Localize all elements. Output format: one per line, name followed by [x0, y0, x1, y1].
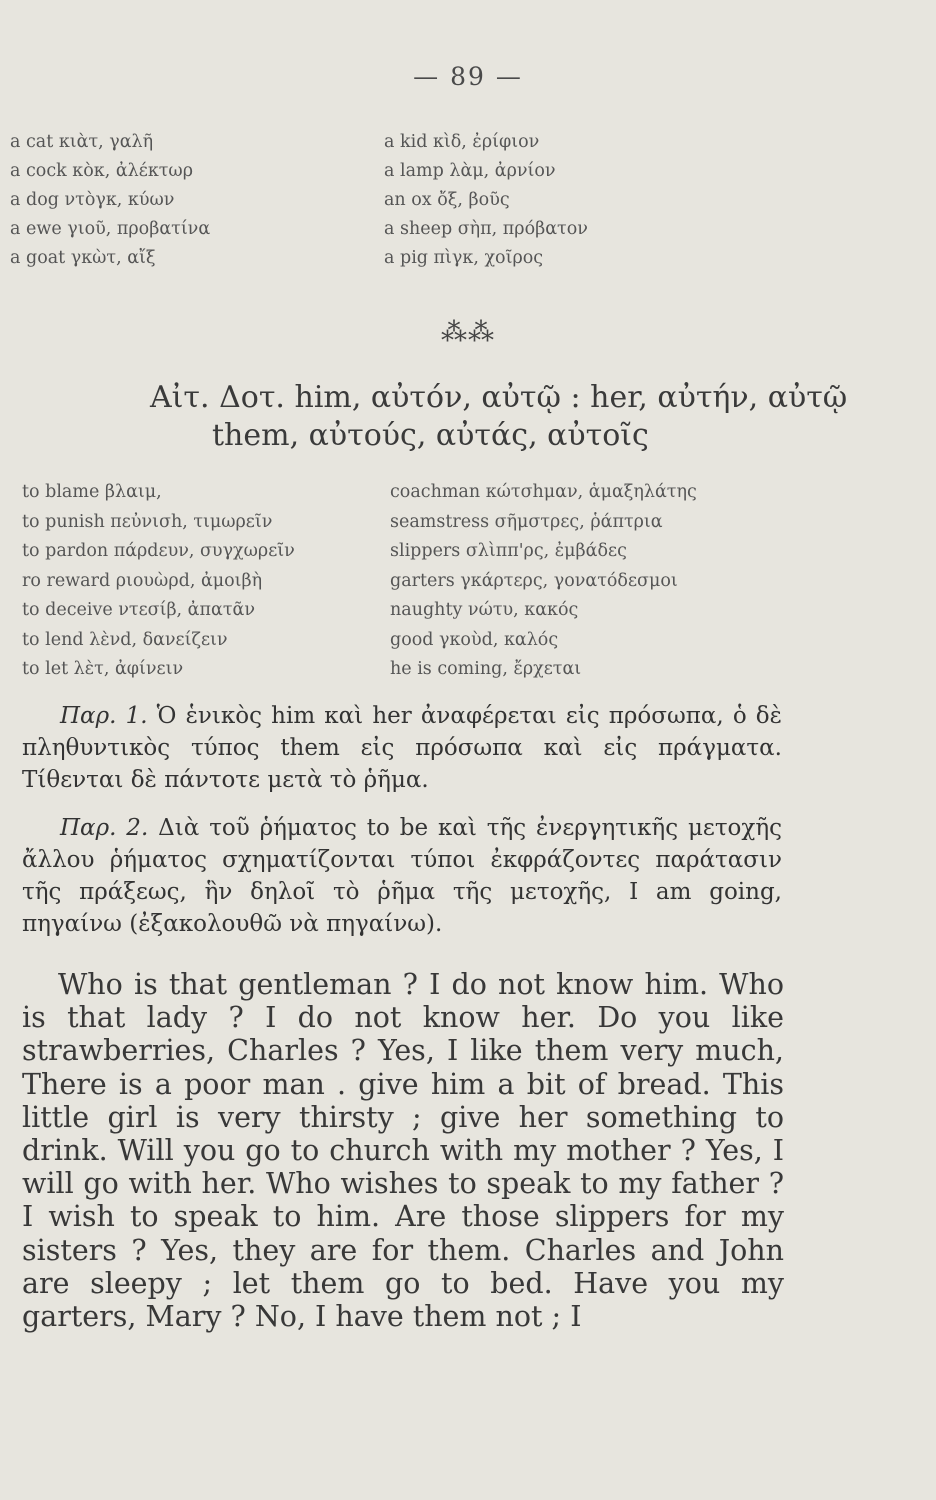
- noun-vocab-list: [390, 478, 697, 685]
- vocab-entry: garters γκάρτερς, γονατόδεσμοι: [390, 570, 678, 591]
- vocab-entry: a sheep σὴπ, πρόβατον: [384, 219, 588, 239]
- grammar-rule-2: [22, 812, 782, 940]
- exercise-text: Who is that gentleman ? I do not know him. Who is that lady ? I do not know her. Do you like strawberries, Charles ? Yes, I like them very much, There is a poor man . give him a bit of bread. This little girl is very thirsty ; give her something to drink. Will you go to church with my mother ? Yes, I will go with her. Who wishes to speak to my father ? I wish to speak to him. Are those slippers for my sisters ? Yes, they are for them. Charles and John are sleepy ; let them go to bed. Have you my garters, Mary ? No, I have them not ; I: [22, 968, 784, 1334]
- vocab-entry: a ewe γιοῦ, προβατίνα: [10, 219, 211, 239]
- vocab-entry: a kid κὶδ, ἐρίφιον: [384, 132, 540, 152]
- vocab-entry: a dog ντὸγκ, κύων: [10, 190, 175, 210]
- vocab-entry: slippers σλὶππ'ρς, ἐμβάδες: [390, 541, 627, 561]
- vocab-entry: good γκοὺd, καλός: [390, 629, 559, 650]
- animal-vocab-left: [10, 128, 210, 273]
- rule-label: Παρ. 2.: [60, 815, 149, 841]
- rule-label: Παρ. 1.: [60, 703, 148, 729]
- vocab-entry: a cat κιὰτ, γαλῆ: [10, 132, 154, 152]
- vocab-entry: seamstress σῆμστρες, ῥάπτρια: [390, 511, 663, 532]
- vocab-entry: to punish πεὐνισh, τιμωρεῖν: [22, 511, 273, 532]
- vocab-entry: to pardon πάρdευν, συγχωρεῖν: [22, 541, 295, 561]
- vocab-entry: he is coming, ἔρχεται: [390, 659, 582, 679]
- vocab-entry: to let λὲτ, ἀφίνειν: [22, 659, 184, 679]
- animal-vocab-right: [384, 128, 588, 273]
- grammar-rule-1: [22, 700, 782, 796]
- vocab-entry: a goat γκὼτ, αἴξ: [10, 248, 156, 268]
- lesson-heading-line2: them, αὐτούς, αὐτάς, αὐτοῖς: [212, 418, 649, 453]
- vocab-entry: to lend λὲνd, δανείζειν: [22, 629, 228, 650]
- vocab-entry: to blame βλαιμ,: [22, 482, 162, 502]
- vocab-entry: an ox ὄξ, βοῦς: [384, 190, 510, 210]
- vocab-entry: naughty νώτυ, κακός: [390, 600, 579, 620]
- page-number: — 89 —: [413, 62, 523, 91]
- section-ornament: ⁂⁂: [441, 318, 495, 348]
- vocab-entry: to deceive ντεσίβ, ἀπατᾶν: [22, 600, 255, 620]
- vocab-entry: a cock κὸκ, ἀλέκτωρ: [10, 161, 193, 181]
- lesson-heading-line1: Αἰτ. Δοτ. him, αὐτόν, αὐτῷ : her, αὐτήν, αὐτῷ: [150, 380, 848, 415]
- rule-text: Ὁ ἑνικὸς him καὶ her ἀναφέρεται εἰς πρόσωπα, ὁ δὲ πληθυντικὸς τύπος them εἰς πρόσωπα καὶ εἰς πράγματα. Τίθενται δὲ πάντοτε μετὰ τὸ ῥῆμα.: [22, 703, 782, 793]
- vocab-entry: a pig πὶγκ, χοῖρος: [384, 248, 544, 268]
- verb-vocab-list: [22, 478, 295, 685]
- vocab-entry: ro reward ριουὼρd, ἀμοιβὴ: [22, 570, 263, 591]
- vocab-entry: a lamp λὰμ, ἀρνίον: [384, 161, 556, 181]
- rule-text: Διὰ τοῦ ῥήματος to be καὶ τῆς ἐνεργητικῆς μετοχῆς ἄλλου ῥήματος σχηματίζονται τύποι ἐκφράζοντες παράτασιν τῆς πράξεως, ἣν δηλοῖ τὸ ῥῆμα τῆς μετοχῆς, I am going, πηγαίνω (ἐξακολουθῶ νὰ πηγαίνω).: [22, 815, 783, 937]
- vocab-entry: coachman κώτσhμαν, ἁμαξηλάτης: [390, 482, 697, 502]
